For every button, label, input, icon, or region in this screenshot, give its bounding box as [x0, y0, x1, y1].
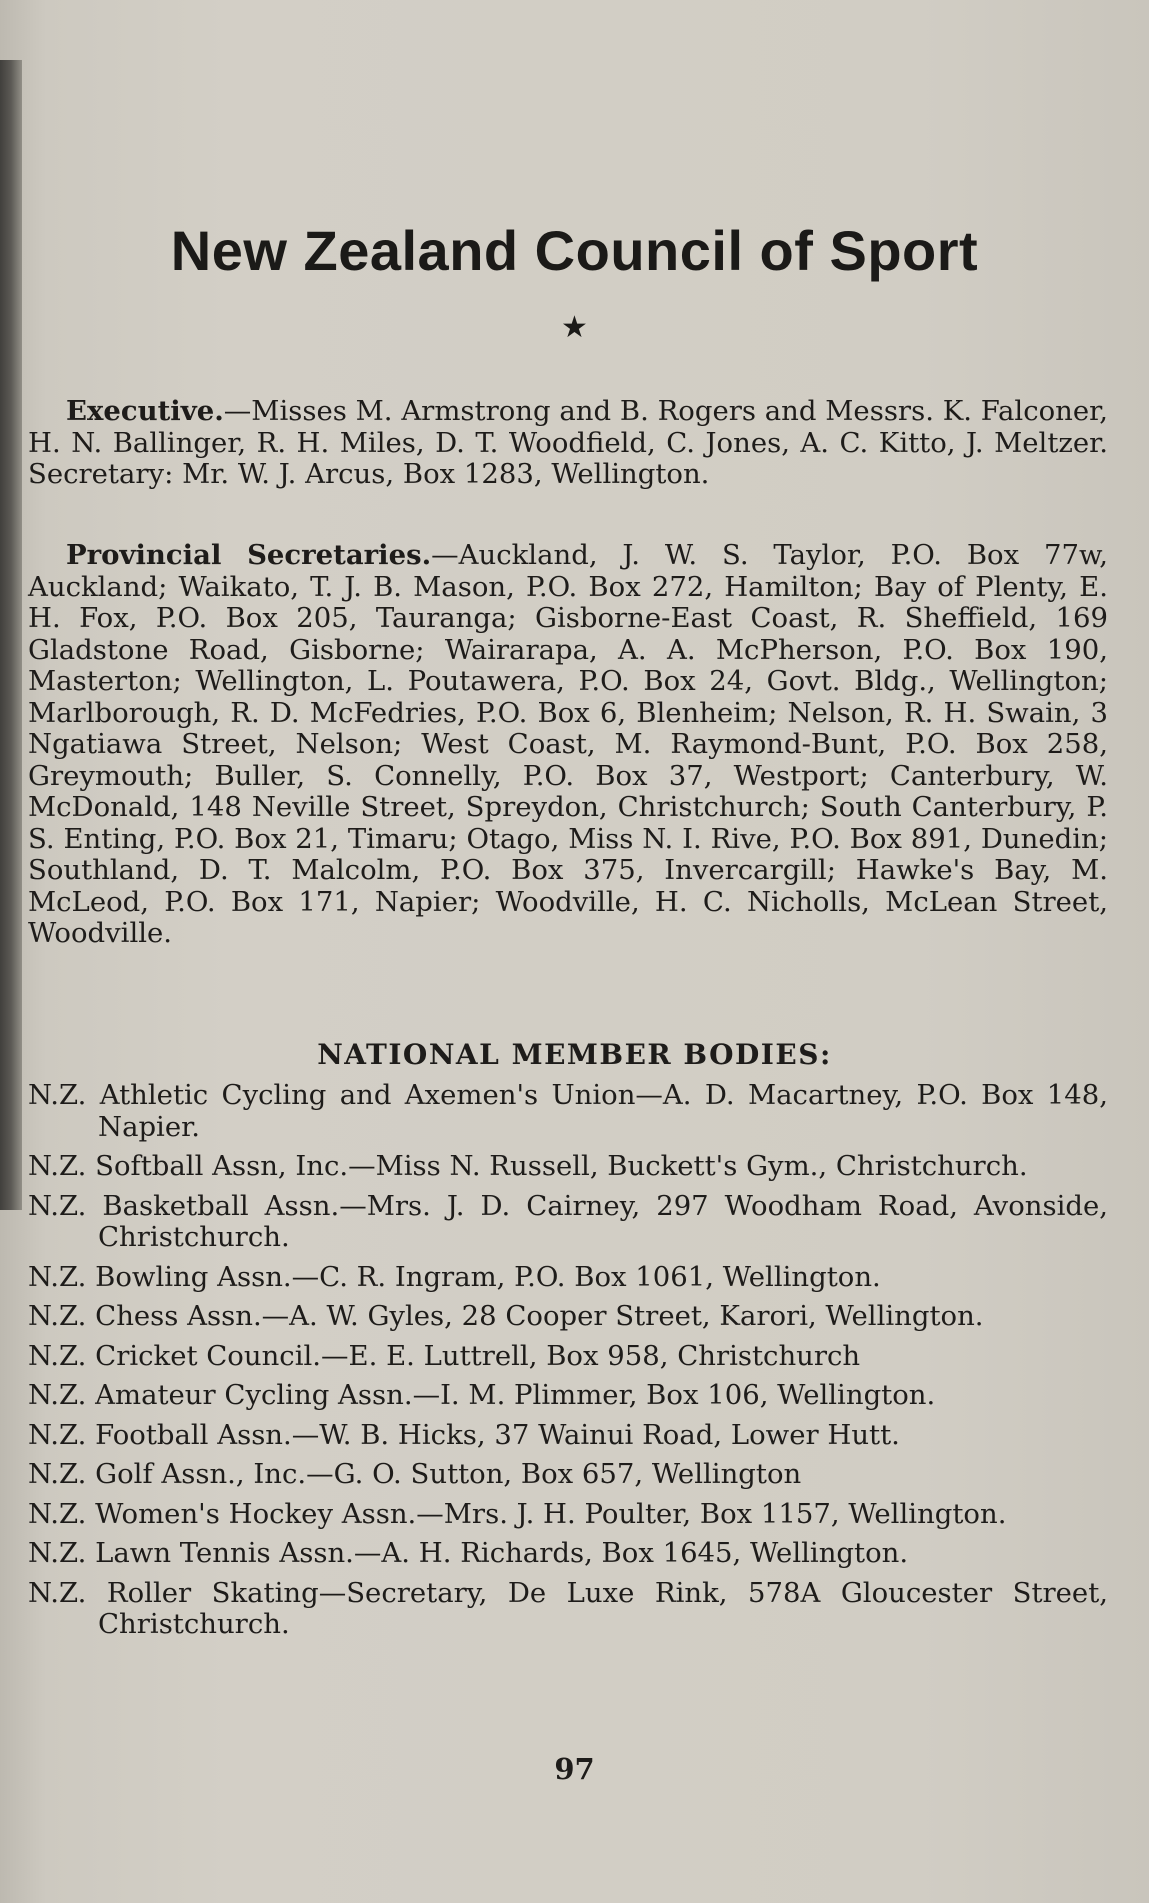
executive-lead: Executive.: [66, 395, 224, 427]
provincial-secretaries-paragraph: [28, 540, 1108, 950]
page-title: New Zealand Council of Sport: [170, 219, 979, 282]
member-body-entry: N.Z. Lawn Tennis Assn.—A. H. Richards, Box 1645, Wellington.: [28, 1537, 909, 1569]
executive-paragraph: [28, 396, 1108, 491]
member-body-entry: N.Z. Women's Hockey Assn.—Mrs. J. H. Poulter, Box 1157, Wellington.: [28, 1497, 1007, 1530]
page-number: 97: [554, 1752, 595, 1786]
member-body-entry: N.Z. Bowling Assn.—C. R. Ingram, P.O. Box 1061, Wellington.: [28, 1260, 881, 1293]
member-bodies-list: [28, 1080, 1108, 1649]
executive-text: —Misses M. Armstrong and B. Rogers and Messrs. K. Falconer, H. N. Ballinger, R. H. Miles, D. T. Woodfield, C. Jones, A. C. Kitto, J. Meltzer. Secretary: Mr. W. J. Arcus, Box 1283, Wellington.: [28, 395, 1108, 490]
member-body-entry: N.Z. Chess Assn.—A. W. Gyles, 28 Cooper Street, Karori, Wellington.: [28, 1300, 984, 1332]
provincial-lead: Provincial Secretaries.: [66, 539, 432, 571]
member-body-entry: N.Z. Basketball Assn.—Mrs. J. D. Cairney, 297 Woodham Road, Avonside, Christchurch.: [28, 1189, 1108, 1253]
member-body-entry: N.Z. Softball Assn, Inc.—Miss N. Russell, Buckett's Gym., Christchurch.: [28, 1150, 1028, 1182]
member-body-entry: N.Z. Golf Assn., Inc.—G. O. Sutton, Box 657, Wellington: [28, 1458, 802, 1490]
member-body-entry: N.Z. Football Assn.—W. B. Hicks, 37 Wainui Road, Lower Hutt.: [28, 1418, 900, 1451]
provincial-text: —Auckland, J. W. S. Taylor, P.O. Box 77w, Auckland; Waikato, T. J. B. Mason, P.O. Box 272, Hamilton; Bay of Plenty, E. H. Fox, P.O. Box 205, Tauranga; Gisborne-East Coast, R. Sheffield, 169 Gladstone Road, Gisborne; Wairarapa, A. A. McPherson, P.O. Box 190, Masterton; Wellington, L. Poutawera, P.O. Box 24, Govt. Bldg., Wellington; Marlborough, R. D. McFedries, P.O. Box 6, Blenheim; Nelson, R. H. Swain, 3 Ngatiawa Street, Nelson; West Coast, M. Raymond-Bunt, P.O. Box 258, Greymouth; Buller, S. Connelly, P.O. Box 37, Westport; Canterbury, W. McDonald, 148 Neville Street, Spreydon, Christchurch; South Canterbury, P. S. Enting, P.O. Box 21, Timaru; Otago, Miss N. I. Rive, P.O. Box 891, Dunedin; Southland, D. T. Malcolm, P.O. Box 375, Invercargill; Hawke's Bay, M. McLeod, P.O. Box 171, Napier; Woodville, H. C. Nicholls, McLean Street, Woodville.: [28, 539, 1108, 949]
member-body-entry: N.Z. Amateur Cycling Assn.—I. M. Plimmer, Box 106, Wellington.: [28, 1379, 936, 1411]
member-body-entry: N.Z. Cricket Council.—E. E. Luttrell, Box 958, Christchurch: [28, 1339, 861, 1372]
star-ornament: ★: [561, 310, 588, 345]
member-body-entry: N.Z. Athletic Cycling and Axemen's Union—A. D. Macartney, P.O. Box 148, Napier.: [28, 1079, 1108, 1143]
member-bodies-heading: NATIONAL MEMBER BODIES:: [317, 1038, 832, 1071]
member-body-entry: N.Z. Roller Skating—Secretary, De Luxe Rink, 578A Gloucester Street, Christchurch.: [28, 1576, 1108, 1640]
